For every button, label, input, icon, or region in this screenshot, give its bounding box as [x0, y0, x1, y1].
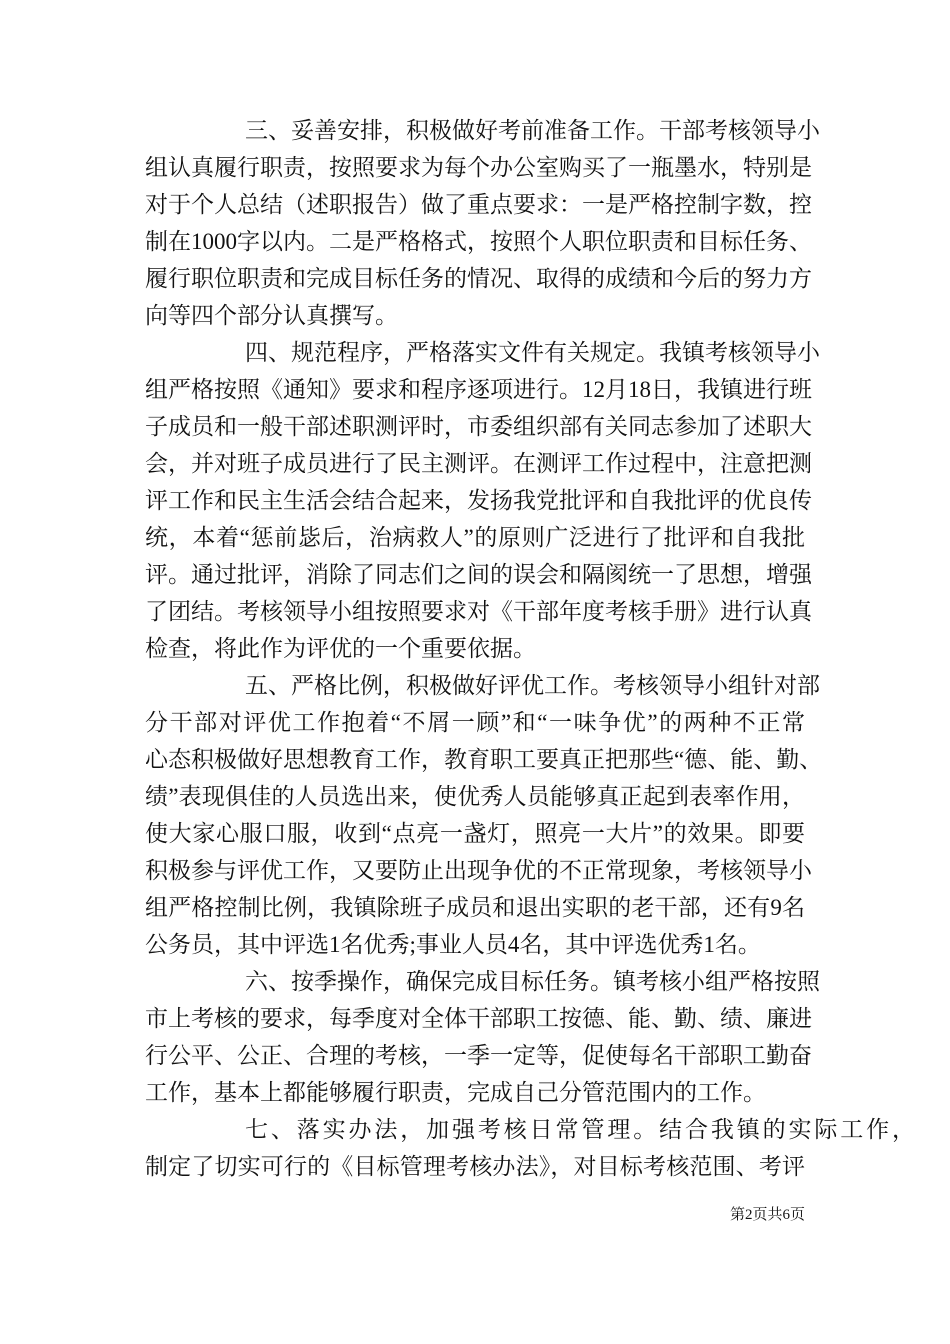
- page-number: 第2页共6页: [729, 1207, 805, 1223]
- text-line: 积极参与评优工作，又要防止出现争优的不正常现象，考核领导小: [145, 858, 812, 883]
- text-line: 三、妥善安排，积极做好考前准备工作。干部考核领导小: [245, 118, 820, 143]
- text-line: 分干部对评优工作抱着“不屑一顾”和“一味争优”的两种不正常: [145, 710, 805, 735]
- text-line: 向等四个部分认真撰写。: [145, 303, 398, 328]
- text-line: 制定了切实可行的《目标管理考核办法》，对目标考核范围、考评: [145, 1154, 805, 1179]
- text-line: 六、按季操作，确保完成目标任务。镇考核小组严格按照: [245, 969, 820, 994]
- paragraph: [145, 667, 823, 963]
- paragraph: [145, 963, 820, 1111]
- document-body: [145, 112, 915, 1185]
- text-line: 七、落实办法，加强考核日常管理。结合我镇的实际工作，: [245, 1117, 915, 1142]
- text-line: 五、严格比例，积极做好评优工作。考核领导小组针对部: [245, 673, 820, 698]
- text-line: 会，并对班子成员进行了民主测评。在测评工作过程中，注意把测: [145, 451, 812, 476]
- text-line: 制在1000字以内。二是严格格式，按照个人职位职责和目标任务、: [145, 229, 812, 254]
- text-line: 评工作和民主生活会结合起来，发扬我党批评和自我批评的优良传: [145, 488, 812, 513]
- text-line: 使大家心服口服，收到“点亮一盏灯，照亮一大片”的效果。即要: [145, 821, 805, 846]
- text-line: 组严格控制比例，我镇除班子成员和退出实职的老干部，还有9名: [145, 895, 805, 920]
- text-line: 评。通过批评，消除了同志们之间的误会和隔阂统一了思想，增强: [145, 562, 812, 587]
- text-line: 工作，基本上都能够履行职责，完成自己分管范围内的工作。: [145, 1080, 766, 1105]
- text-line: 市上考核的要求，每季度对全体干部职工按德、能、勤、绩、廉进: [145, 1006, 812, 1031]
- text-line: 对于个人总结（述职报告）做了重点要求：一是严格控制字数，控: [145, 192, 812, 217]
- paragraph: [145, 1111, 915, 1185]
- text-line: 组严格按照《通知》要求和程序逐项进行。12月18日，我镇进行班: [145, 377, 812, 402]
- text-line: 四、规范程序，严格落实文件有关规定。我镇考核领导小: [245, 340, 820, 365]
- paragraph: [145, 334, 820, 667]
- text-line: 心态积极做好思想教育工作，教育职工要真正把那些“德、能、勤、: [145, 747, 823, 772]
- text-line: 子成员和一般干部述职测评时，市委组织部有关同志参加了述职大: [145, 414, 812, 439]
- text-line: 组认真履行职责，按照要求为每个办公室购买了一瓶墨水，特别是: [145, 155, 812, 180]
- text-line: 检查，将此作为评优的一个重要依据。: [145, 636, 536, 661]
- text-line: 行公平、公正、合理的考核，一季一定等，促使每名干部职工勤奋: [145, 1043, 812, 1068]
- paragraph: [145, 112, 820, 334]
- text-line: 公务员，其中评选1名优秀;事业人员4名，其中评选优秀1名。: [145, 932, 761, 957]
- text-line: 履行职位职责和完成目标任务的情况、取得的成绩和今后的努力方: [145, 266, 812, 291]
- text-line: 了团结。考核领导小组按照要求对《干部年度考核手册》进行认真: [145, 599, 812, 624]
- text-line: 绩”表现俱佳的人员选出来，使优秀人员能够真正起到表率作用，: [145, 784, 805, 809]
- text-line: 统，本着“惩前毖后，治病救人”的原则广泛进行了批评和自我批: [145, 525, 805, 550]
